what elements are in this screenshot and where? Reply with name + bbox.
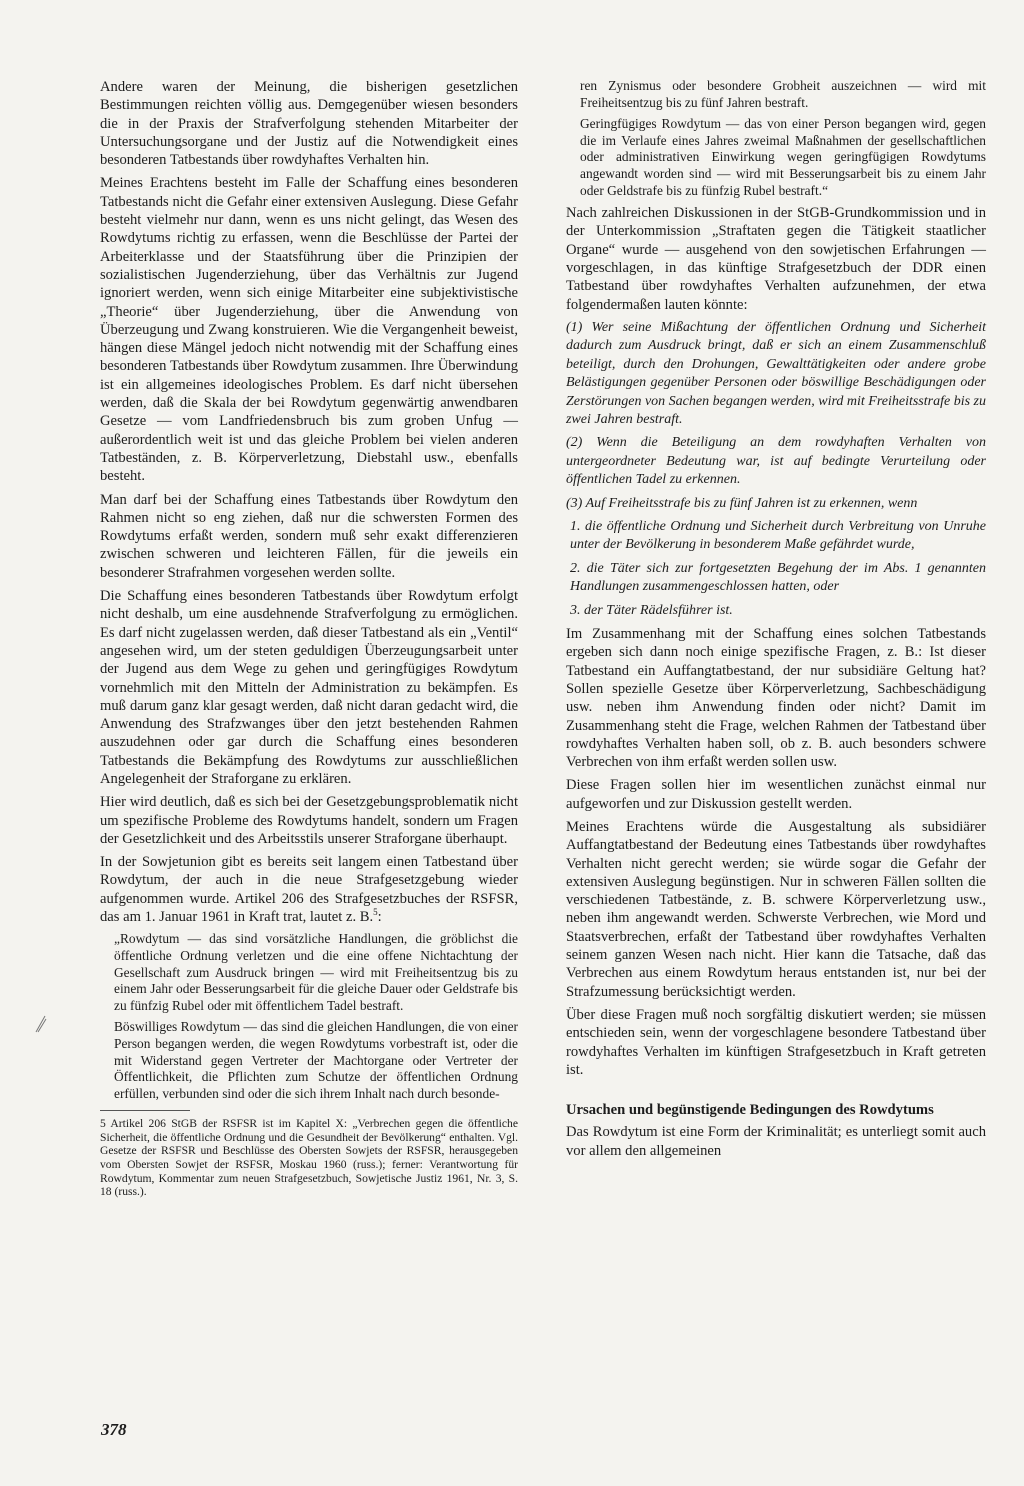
quote-paragraph: Geringfügiges Rowdytum — das von einer Person begangen wird, gegen die im Verlaufe eines Jahres zweimal Maßnahmen der gesellschaftlichen oder administrativen Einwirkung wegen geringfügigen Rowdytums angewandt worden sind — wird mit Besserungsarbeit bis zu einem Jahr oder Geldstrafe bis zu fünfzig Rubel bestraft.“ (580, 116, 986, 198)
paragraph: Meines Erachtens würde die Ausgestaltung als subsidiärer Auffangtatbestand der Bedeutung eines Tatbestands über rowdyhaftes Verhalten nicht gerecht werden; sie würde sogar die Gefahr der extensiven Auslegung begünstigen. Nur in schweren Fällen sollten die verschiedenen Tatbestände, z. B. schwere Körperverletzung usw., neben ihm angewandt werden. Schwerste Verbrechen, wie Mord und Staatsverbrechen, erfaßt der Tatbestand über rowdyhaftes Verhalten seinem ganzen Wesen nach nicht. Hier kann die Tatsache, daß das Verbrechen aus einem Rowdytum heraus entstanden ist, nur bei der Strafzumessung berücksichtigt werden. (566, 819, 986, 1000)
footnote-text: 5 Artikel 206 StGB der RSFSR ist im Kapitel X: „Verbrechen gegen die öffentliche Sicherheit, die öffentliche Ordnung und die Gesundheit der Bevölkerung“ enthalten. Vgl. Gesetze der RSFSR und Beschlüsse des Obersten Sowjets der RSFSR, herausgegeben vom Obersten Sowjet der RSFSR, Moskau 1960 (russ.); ferner: Verantwortung für Rowdytum, Kommentar zum neuen Strafgesetzbuch, Sowjetische Justiz 1961, Nr. 3, S. 18 (russ.). (100, 1117, 518, 1199)
law-section: (1) Wer seine Mißachtung der öffentlichen Ordnung und Sicherheit dadurch zum Ausdruck bringt, daß er sich an einem Zusammenschluß beteiligt, durch den Drohungen, Gewalttätigkeiten oder andere grobe Belästigungen gegenüber Personen oder böswillige Beschädigungen oder Zerstörungen von Sachen begangen werden, wird mit Freiheitsstrafe bis zu zwei Jahren bestraft. (566, 319, 986, 427)
block-quote-continued (566, 78, 986, 199)
footnote-divider (100, 1110, 190, 1111)
paragraph-soviet-intro (100, 853, 518, 926)
paragraph: Hier wird deutlich, daß es sich bei der Gesetzgebungsproblematik nicht um spezifische Probleme des Rowdytums handelt, sondern um Fragen der Gesetzlichkeit und des Arbeitsstils unserer Straforgane überhaupt. (100, 794, 518, 847)
quote-paragraph: „Rowdytum — das sind vorsätzliche Handlungen, die gröblichst die öffentliche Ordnung verletzen und die eine offene Nichtachtung der Gesellschaft zum Ausdruck bringen — wird mit Freiheitsentzug bis zu einem Jahr oder Besserungsarbeit für die gleiche Dauer oder Geldstrafe bis zu fünfzig Rubel oder mit öffentlichem Tadel bestraft. (114, 931, 518, 1013)
law-item: 3. der Täter Rädelsführer ist. (570, 602, 733, 618)
law-item: 1. die öffentliche Ordnung und Sicherheit durch Verbreitung von Unruhe unter der Bevölkerung in besonderem Maße gefährdet wurde, (570, 519, 986, 553)
paragraph: Meines Erachtens besteht im Falle der Schaffung eines besonderen Tatbestands nicht die Gefahr einer extensiven Auslegung. Diese Gefahr besteht vielmehr nur dann, wenn es uns nicht gelingt, das Wesen des Rowdytums richtig zu erfassen, wenn die Beschlüsse der Partei der Arbeiterklasse und der Staatsführung über die Prinzipien der sozialistischen Jugenderziehung, über das Verhältnis zur Jugend ignoriert werden, wenn sich einige Mitarbeiter eine subjektivistische „Theorie“ über Jugenderziehung, über die Anwendung von Überzeugung und Zwang konstruieren. Wie die Vergangenheit beweist, hängen diese Mängel jedoch nicht notwendig mit der Schaffung eines besonderen Tatbestands über Rowdytum zusammen. Ihre Überwindung ist ein allgemeines ideologisches Problem. Es darf nicht übersehen werden, daß die Skala der bei Rowdytum gegenwärtig anwendbaren Gesetze — vom Landfriedensbruch bis zum groben Unfug — außerordentlich weit ist und das gleiche Problem bei vielen anderen Tatbeständen, z. B. Körperverletzung, Diebstahl usw., ebenfalls besteht. (100, 175, 518, 485)
soviet-intro-text: In der Sowjetunion gibt es bereits seit langem einen Tatbestand über Rowdytum, der auch in die neue Strafgesetzgebung wieder aufgenommen wurde. Artikel 206 des Strafgesetzbuches der RSFSR, das am 1. Januar 1961 in Kraft trat, lautet z. B. (100, 854, 518, 926)
paragraph: Über diese Fragen muß noch sorgfältig diskutiert werden; sie müssen entschieden sein, wenn der vorgeschlagene besondere Tatbestand über rowdyhaftes Verhalten im künftigen Strafgesetzbuch in Kraft getreten ist. (566, 1006, 986, 1078)
soviet-intro-end: : (377, 909, 382, 926)
footnote (100, 1117, 518, 1199)
footnote-ref: 5 (373, 907, 378, 918)
paragraph: Man darf bei der Schaffung eines Tatbestands über Rowdytum den Rahmen nicht so eng ziehen, daß nur die schwersten Formen des Rowdytums erfaßt werden, sondern muß sehr exakt differenzieren zwischen schweren und leichteren Fällen, für die jeweils ein besonderer Strafrahmen vorgesehen werden sollte. (100, 491, 518, 581)
paragraph: Die Schaffung eines besonderen Tatbestands über Rowdytum erfolgt nicht deshalb, um eine ausdehnende Strafverfolgung zu ermöglichen. Es darf nicht zugelassen werden, daß dieser Tatbestand als ein „Ventil“ angesehen wird, um der steten geduldigen Überzeugungsarbeit unter der Jugend aus dem Wege zu gehen und geringfügiges Rowdytum vornehmlich mit den Mitteln der Administration zu bekämpfen. Es muß darum ganz klar gesagt werden, daß nicht daran gedacht wird, die Anwendung des Strafzwanges über den jetzt bestehenden Rahmen auszudehnen oder gar durch die Schaffung eines besonderen Tatbestands die Bekämpfung des Rowdytums zur ausschließlichen Angelegenheit der Straforgane zu erklären. (100, 588, 518, 787)
pencil-mark-icon (34, 1012, 48, 1034)
law-section: (3) Auf Freiheitsstrafe bis zu fünf Jahren ist zu erkennen, wenn (566, 495, 918, 511)
left-column (100, 78, 518, 1199)
section-heading: Ursachen und begünstigende Bedingungen des Rowdytums (566, 1102, 934, 1119)
right-column (566, 78, 986, 1165)
paragraph: Das Rowdytum ist eine Form der Kriminalität; es unterliegt somit auch vor allem den allgemeinen (566, 1124, 986, 1159)
quote-paragraph: ren Zynismus oder besondere Grobheit auszeichnen — wird mit Freiheitsentzug bis zu fünf Jahren bestraft. (580, 78, 986, 110)
paragraph: Andere waren der Meinung, die bisherigen gesetzlichen Bestimmungen reichten völlig aus. Demgegenüber wiesen besonders die in der Praxis der Strafverfolgung stehenden Mitarbeiter der Untersuchungsorgane und der Justiz auf die Notwendigkeit eines besonderen Tatbestands über rowdyhaftes Verhalten hin. (100, 79, 518, 169)
page-number: 378 (101, 1420, 127, 1439)
quote-paragraph: Böswilliges Rowdytum — das sind die gleichen Handlungen, die von einer Person begangen werden, die wegen Rowdytums vorbestraft ist, oder die mit Widerstand gegen Vertreter der Machtorgane oder Vertreter der Öffentlichkeit, die Pflichten zum Schutze der öffentlichen Ordnung erfüllen, verbunden sind oder die sich ihrem Inhalt nach durch besonde- (114, 1019, 518, 1101)
paragraph: Im Zusammenhang mit der Schaffung eines solchen Tatbestands ergeben sich dann noch einige spezifische Fragen, z. B.: Ist dieser Tatbestand ein Auffangtatbestand, der nur subsidiäre Geltung hat? Sollen spezielle Gesetze über Körperverletzung, Sachbeschädigung usw. neben ihm Anwendung finden oder nicht? Damit im Zusammenhang steht die Frage, welchen Rahmen der Tatbestand über rowdyhaftes Verhalten haben soll, ob z. B. auch besonders schwere Verbrechen von ihm erfaßt werden sollen usw. (566, 626, 986, 771)
paragraph: Diese Fragen sollen hier im wesentlichen zunächst einmal nur aufgeworfen und zur Diskussion gestellt werden. (566, 777, 986, 812)
law-item: 2. die Täter sich zur fortgesetzten Begehung der im Abs. 1 genannten Handlungen zusammengeschlossen hatten, oder (570, 560, 986, 595)
block-quote (100, 931, 518, 1102)
paragraph: Nach zahlreichen Diskussionen in der StGB-Grundkommission und in der Unterkommission „Straftaten gegen die Tätigkeit staatlicher Organe“ wurde — ausgehend von den sowjetischen Erfahrungen — vorgeschlagen, in das künftige Strafgesetzbuch der DDR einen Tatbestand über rowdyhaftes Verhalten aufzunehmen, der etwa folgendermaßen lauten könnte: (566, 205, 986, 313)
proposed-law (566, 319, 986, 620)
law-section: (2) Wenn die Beteiligung an dem rowdyhaften Verhalten von untergeordneter Bedeutung war, ist auf bedingte Verurteilung oder öffentlichen Tadel zu erkennen. (566, 435, 986, 488)
